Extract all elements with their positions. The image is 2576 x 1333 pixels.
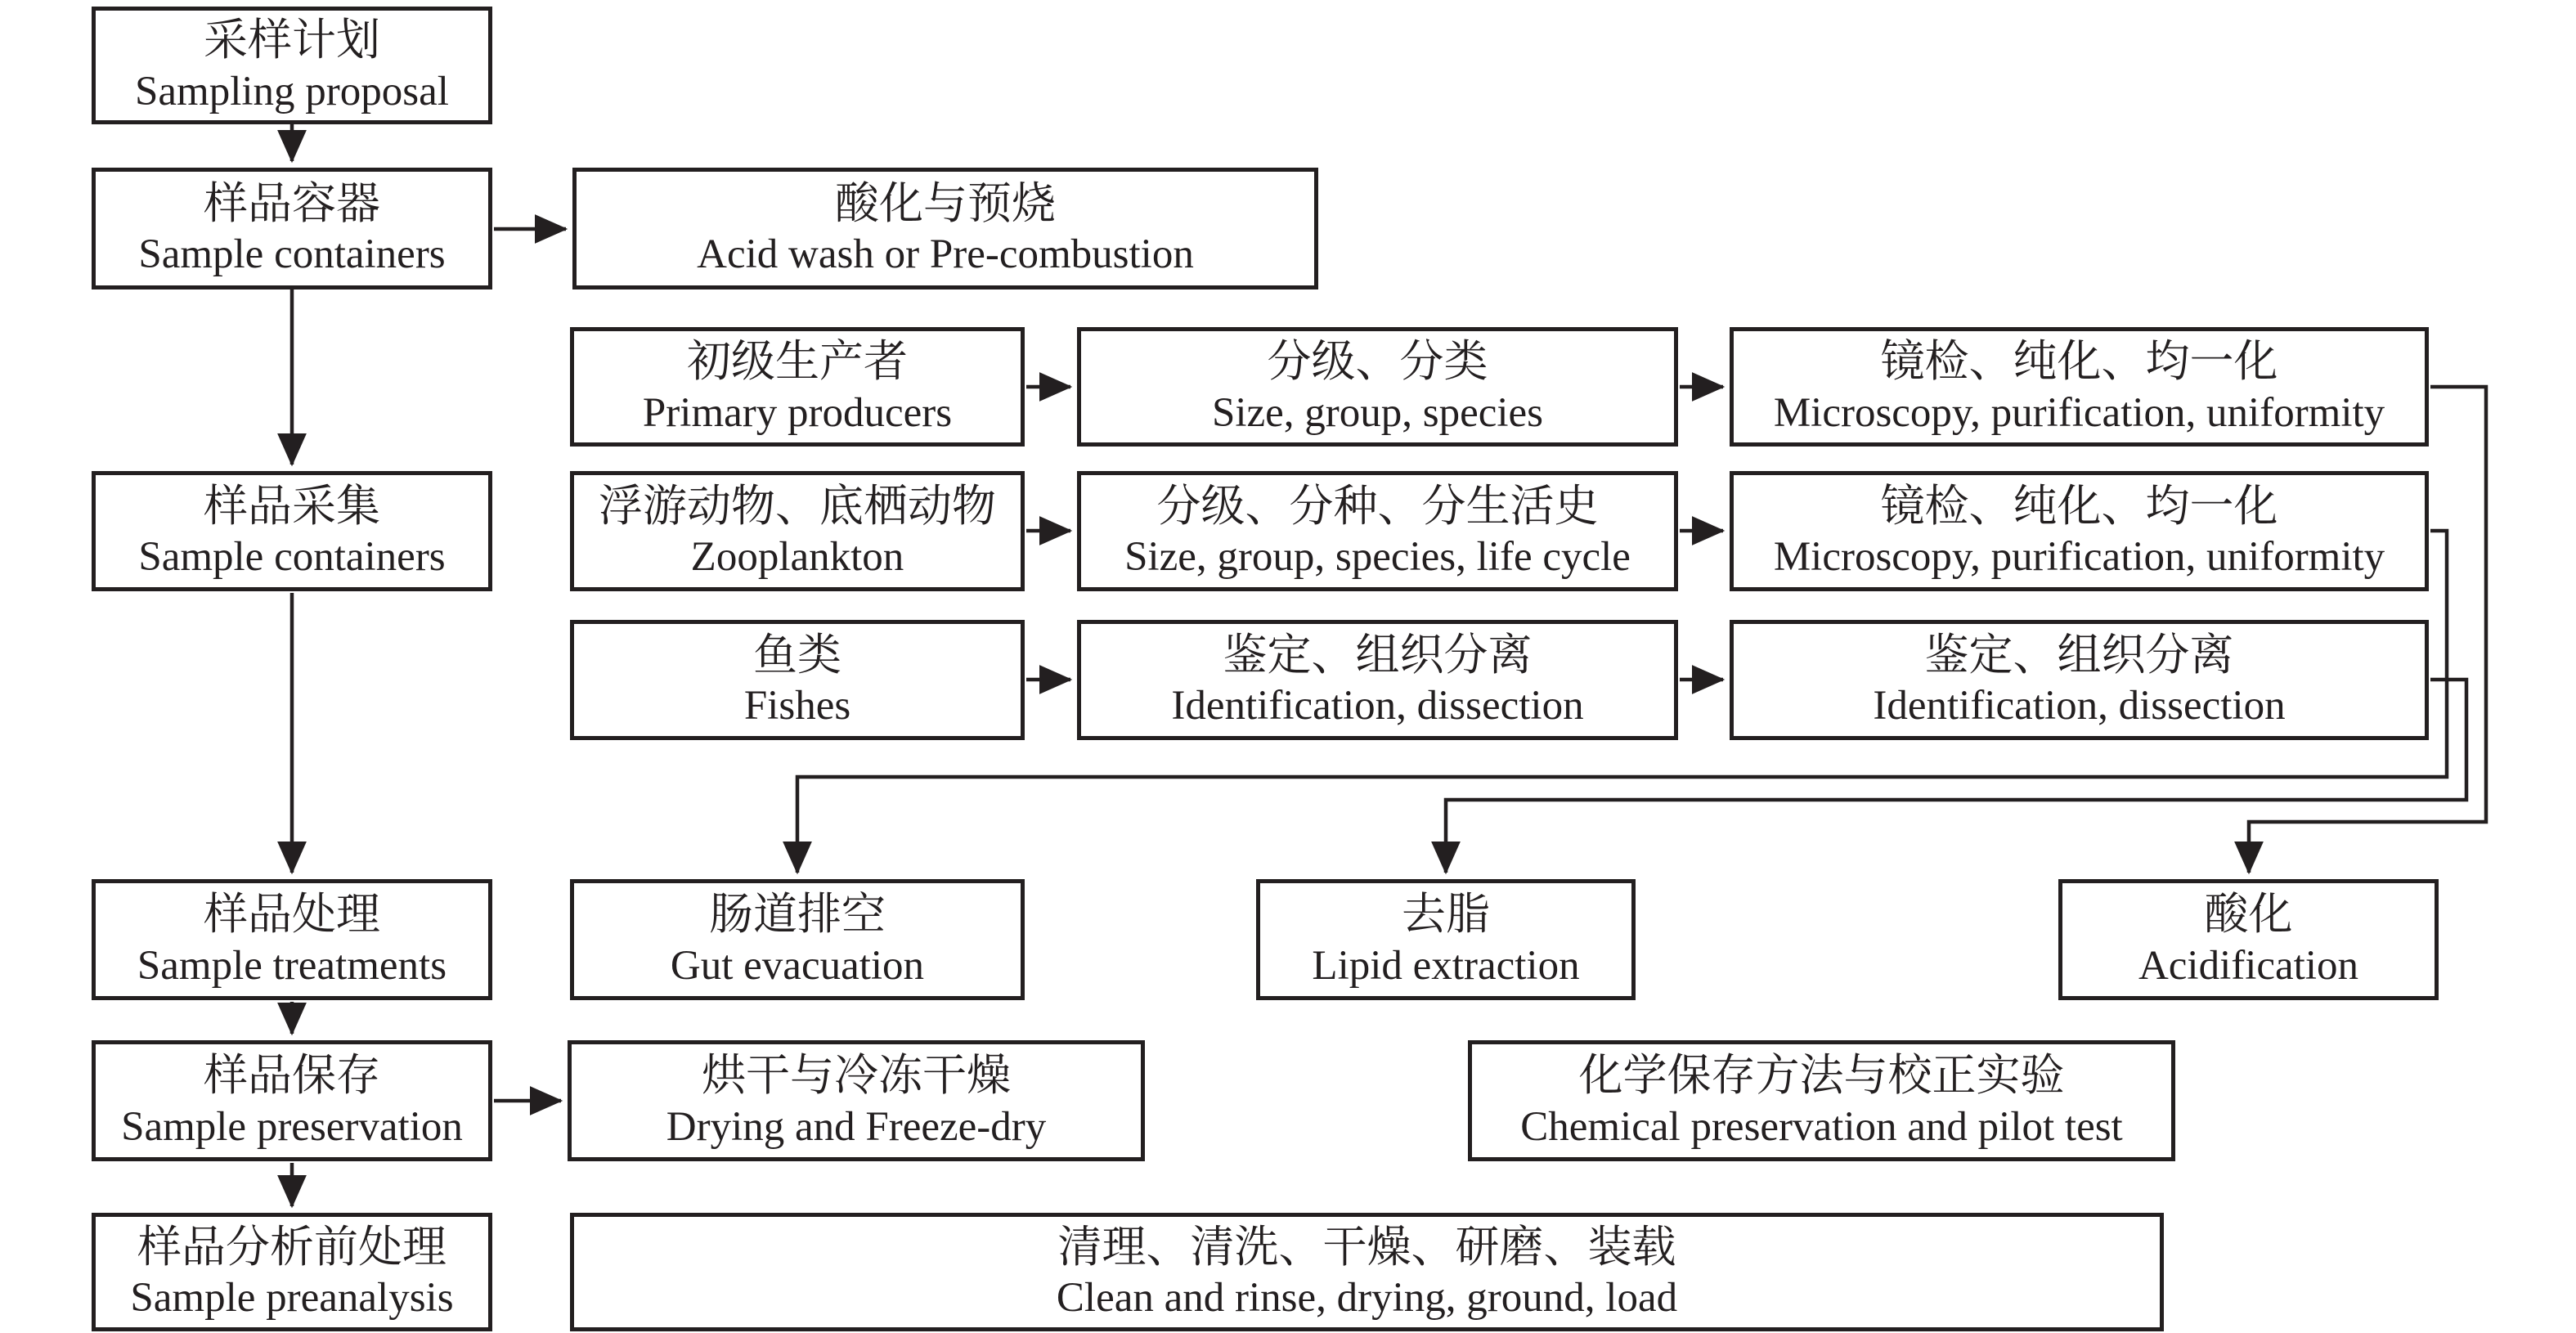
node-chemical-preservation (1468, 1040, 2175, 1161)
node-sample-containers (92, 168, 492, 289)
node-size-group-species-life-en: Size, group, species, life cycle (1124, 534, 1631, 581)
node-identification-dissection-mid-zh: 鉴定、组织分离 (1223, 630, 1533, 680)
node-sample-treatments-en: Sample treatments (137, 942, 447, 989)
node-identification-dissection-mid-en: Identification, dissection (1171, 683, 1584, 729)
node-acidification (2058, 879, 2439, 1000)
node-microscopy-row1 (1730, 327, 2429, 447)
node-acid-wash-zh: 酸化与预烧 (835, 178, 1056, 228)
node-sample-treatments (92, 879, 492, 1000)
node-primary-producers-en: Primary producers (642, 389, 953, 436)
node-identification-dissection-right-en: Identification, dissection (1873, 683, 2286, 729)
node-sample-preservation-zh: 样品保存 (204, 1051, 380, 1101)
node-microscopy-row1-en: Microscopy, purification, uniformity (1773, 389, 2385, 436)
node-acid-wash-en: Acid wash or Pre-combustion (697, 231, 1194, 278)
node-primary-producers-zh: 初级生产者 (687, 337, 908, 387)
node-drying-freeze-dry (568, 1040, 1145, 1161)
node-microscopy-row1-zh: 镜检、纯化、均一化 (1880, 337, 2278, 387)
node-fishes-zh: 鱼类 (753, 630, 841, 680)
node-zooplankton-en: Zooplankton (690, 534, 904, 581)
node-microscopy-row2-zh: 镜检、纯化、均一化 (1880, 481, 2278, 531)
node-clean-rinse-en: Clean and rinse, drying, ground, load (1056, 1275, 1678, 1322)
node-gut-evacuation-en: Gut evacuation (670, 942, 925, 989)
node-size-group-species (1077, 327, 1678, 447)
node-size-group-species-zh: 分级、分类 (1267, 337, 1488, 387)
node-lipid-extraction-en: Lipid extraction (1312, 942, 1580, 989)
node-chemical-preservation-en: Chemical preservation and pilot test (1520, 1103, 2123, 1150)
node-size-group-species-life (1077, 471, 1678, 591)
node-acid-wash (572, 168, 1318, 289)
node-clean-rinse (570, 1213, 2164, 1331)
node-acidification-zh: 酸化 (2204, 890, 2293, 940)
node-identification-dissection-right (1730, 620, 2429, 740)
node-sample-preservation-en: Sample preservation (121, 1103, 463, 1150)
node-size-group-species-life-zh: 分级、分种、分生活史 (1156, 481, 1599, 531)
node-gut-evacuation (570, 879, 1025, 1000)
node-drying-freeze-dry-zh: 烘干与冷冻干燥 (702, 1051, 1011, 1101)
node-sample-preservation (92, 1040, 492, 1161)
node-lipid-extraction (1256, 879, 1636, 1000)
node-identification-dissection-mid (1077, 620, 1678, 740)
node-zooplankton (570, 471, 1025, 591)
node-sampling-proposal-zh: 采样计划 (204, 16, 380, 65)
node-identification-dissection-right-zh: 鉴定、组织分离 (1924, 630, 2234, 680)
node-sample-preanalysis-en: Sample preanalysis (130, 1275, 454, 1322)
node-chemical-preservation-zh: 化学保存方法与校正实验 (1578, 1051, 2065, 1101)
node-acidification-en: Acidification (2138, 942, 2359, 989)
node-size-group-species-en: Size, group, species (1211, 389, 1544, 436)
node-sample-containers-en: Sample containers (138, 231, 446, 278)
node-sampling-proposal-en: Sampling proposal (135, 68, 449, 114)
node-primary-producers (570, 327, 1025, 447)
node-fishes (570, 620, 1025, 740)
node-sample-preanalysis-zh: 样品分析前处理 (137, 1222, 447, 1272)
node-sample-preanalysis (92, 1213, 492, 1331)
node-microscopy-row2 (1730, 471, 2429, 591)
node-fishes-en: Fishes (743, 683, 851, 729)
node-sample-collection-en: Sample containers (138, 534, 446, 581)
node-drying-freeze-dry-en: Drying and Freeze-dry (666, 1103, 1047, 1150)
node-zooplankton-zh: 浮游动物、底栖动物 (599, 481, 996, 531)
node-microscopy-row2-en: Microscopy, purification, uniformity (1773, 534, 2385, 581)
node-lipid-extraction-zh: 去脂 (1402, 890, 1490, 940)
node-gut-evacuation-zh: 肠道排空 (709, 890, 886, 940)
node-sampling-proposal (92, 7, 492, 124)
node-sample-treatments-zh: 样品处理 (204, 890, 380, 940)
node-sample-collection (92, 471, 492, 591)
node-clean-rinse-zh: 清理、清洗、干燥、研磨、装载 (1057, 1222, 1676, 1272)
node-sample-containers-zh: 样品容器 (204, 178, 380, 228)
node-sample-collection-zh: 样品采集 (204, 481, 380, 531)
